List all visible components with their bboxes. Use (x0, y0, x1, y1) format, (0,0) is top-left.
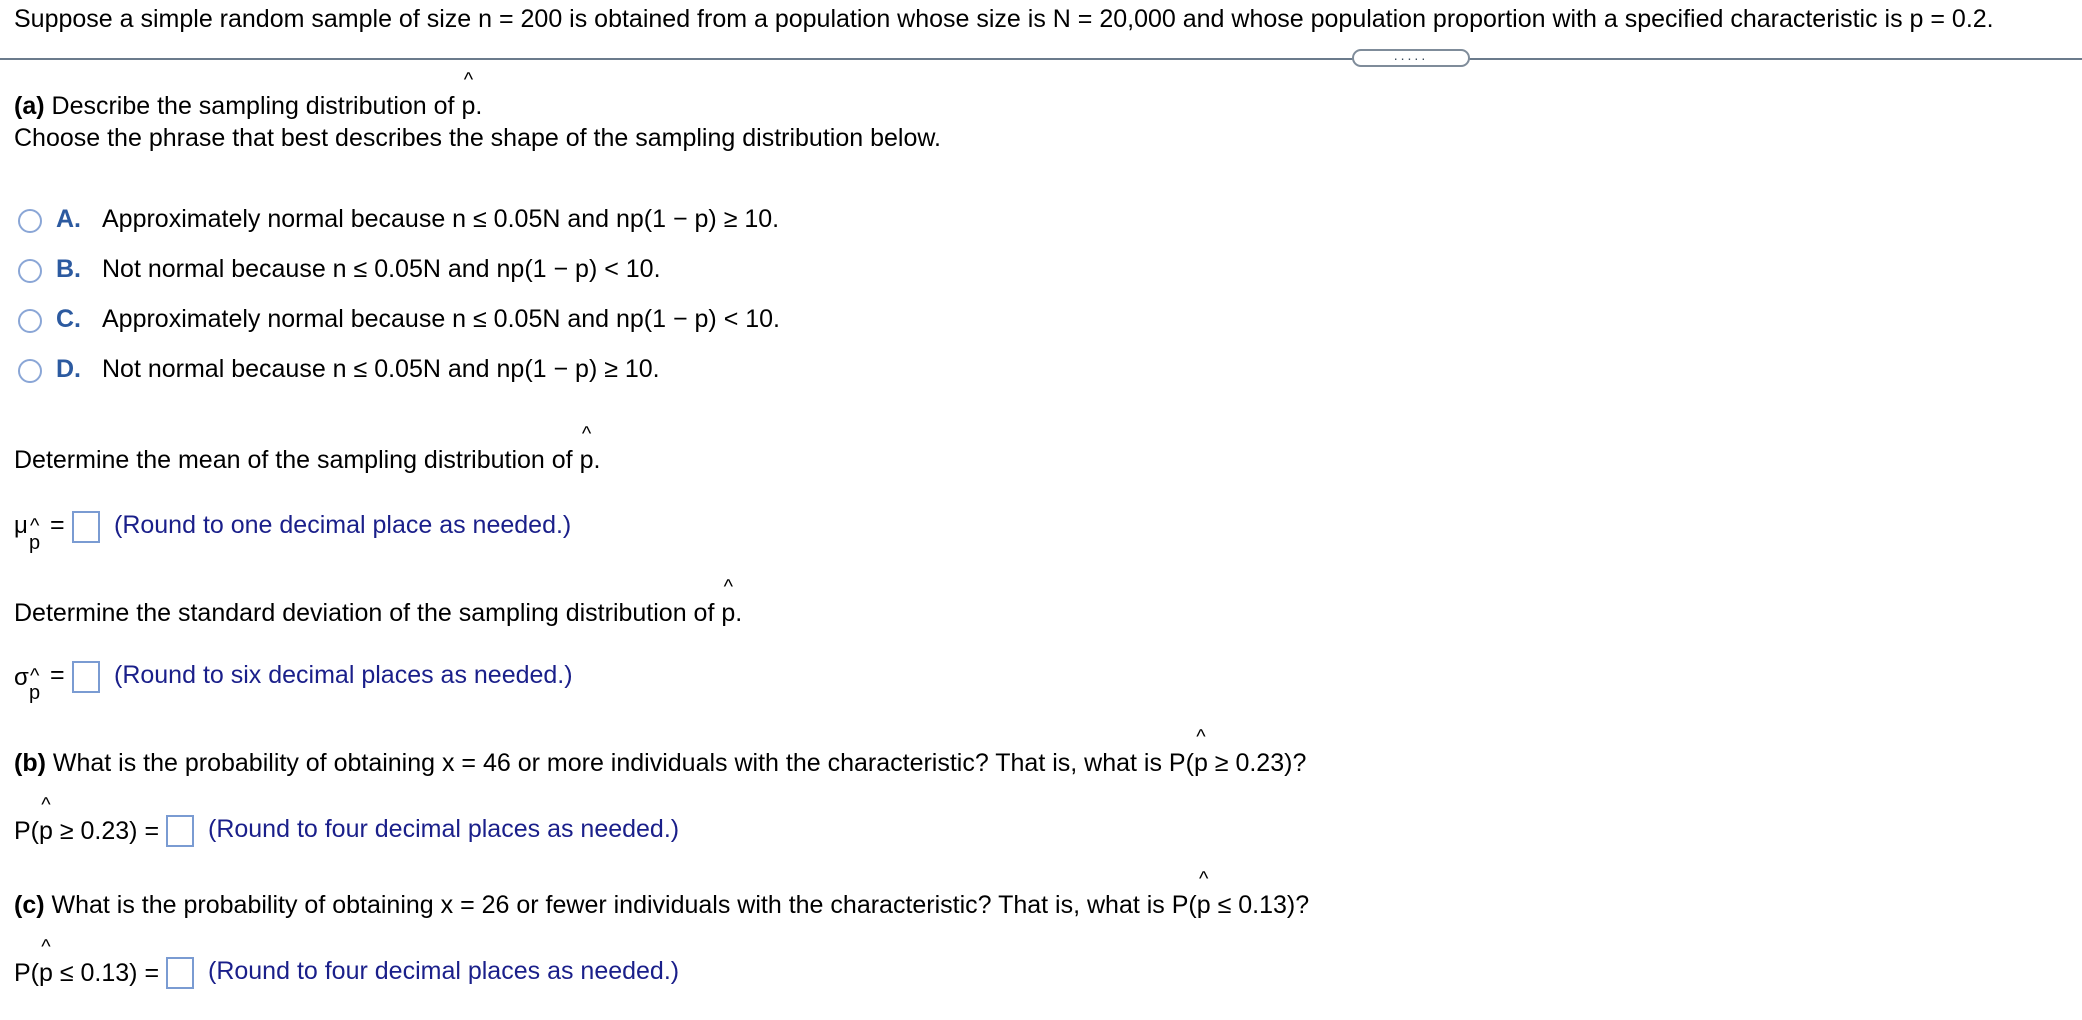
sigma-subscript-hat: ^ (30, 665, 40, 687)
p-hat-symbol: ^ p (580, 444, 594, 476)
part-c-answer-prefix: P( (14, 959, 39, 987)
option-d-letter: D. (56, 355, 81, 383)
divider (0, 58, 2082, 60)
part-c-answer-suffix: ≤ 0.13) = (52, 959, 160, 987)
radio-button-b[interactable] (18, 259, 42, 283)
p-hat-symbol: ^ p (721, 597, 735, 629)
option-b-letter: B. (56, 255, 81, 283)
p-hat-symbol: ^ p (1197, 889, 1211, 921)
sd-prompt-period: . (735, 599, 743, 627)
radio-button-c[interactable] (18, 309, 42, 333)
part-c-question (14, 889, 1309, 921)
sd-hint: (Round to six decimal places as needed.) (114, 661, 573, 689)
part-b-answer-prefix: P( (14, 817, 39, 845)
option-d-text[interactable]: Not normal because n ≤ 0.05N and np(1 − p) ≥ 10. (102, 355, 660, 383)
part-a-instruction: Choose the phrase that best describes the shape of the sampling distribution below. (14, 124, 941, 152)
option-a-text[interactable]: Approximately normal because n ≤ 0.05N and np(1 − p) ≥ 10. (102, 205, 780, 233)
option-b-text[interactable]: Not normal because n ≤ 0.05N and np(1 − p) < 10. (102, 255, 661, 283)
mean-prompt-period: . (593, 446, 601, 474)
mean-equals: = (50, 511, 65, 539)
mean-prompt-text: Determine the mean of the sampling distribution of (14, 446, 573, 474)
sd-equals: = (50, 661, 65, 689)
part-b-answer-input[interactable] (166, 815, 194, 847)
radio-button-a[interactable] (18, 209, 42, 233)
part-c-answer-input[interactable] (166, 957, 194, 989)
mean-hint: (Round to one decimal place as needed.) (114, 511, 572, 539)
sd-answer-input[interactable] (72, 661, 100, 693)
p-hat-symbol: ^ p (461, 90, 475, 122)
part-a-period: . (475, 92, 483, 120)
part-b-answer-suffix: ≥ 0.23) = (52, 817, 160, 845)
part-a-prompt: Describe the sampling distribution of (51, 92, 455, 120)
part-c-question-end: ≤ 0.13)? (1210, 891, 1310, 919)
p-hat-symbol: ^ p (1194, 747, 1208, 779)
mean-prompt (14, 444, 600, 476)
mu-symbol: μ (14, 512, 28, 539)
expand-button[interactable]: ..... (1352, 49, 1470, 67)
sigma-symbol: σ (14, 664, 29, 691)
mu-subscript-hat: ^ (30, 515, 40, 537)
sd-prompt-text: Determine the standard deviation of the sampling distribution of (14, 599, 715, 627)
part-a-heading (14, 90, 482, 122)
part-c-label: (c) (14, 891, 45, 919)
mean-answer-input[interactable] (72, 511, 100, 543)
radio-button-d[interactable] (18, 359, 42, 383)
p-hat-symbol: ^ p (39, 957, 53, 989)
option-c-text[interactable]: Approximately normal because n ≤ 0.05N and np(1 − p) < 10. (102, 305, 781, 333)
part-b-label: (b) (14, 749, 46, 777)
option-c-letter: C. (56, 305, 81, 333)
part-c-question-text: What is the probability of obtaining x = 26 or fewer individuals with the characteristic? That is, what is P( (51, 891, 1197, 919)
part-b-question (14, 747, 1306, 779)
part-b-question-end: ≥ 0.23)? (1207, 749, 1307, 777)
problem-statement: Suppose a simple random sample of size n = 200 is obtained from a population whose size is N = 20,000 and whose population proportion with a specified characteristic is p = 0.2. (14, 5, 1994, 33)
part-b-answer-label (14, 815, 159, 847)
part-b-question-text: What is the probability of obtaining x = 46 or more individuals with the characteristic? That is, what is P( (52, 749, 1194, 777)
part-a-label: (a) (14, 92, 45, 120)
option-a-letter: A. (56, 205, 81, 233)
part-b-hint: (Round to four decimal places as needed.) (208, 815, 680, 843)
part-c-answer-label (14, 957, 159, 989)
mu-subscript-p: p (29, 532, 41, 554)
part-c-hint: (Round to four decimal places as needed.) (208, 957, 680, 985)
p-hat-symbol: ^ p (39, 815, 53, 847)
sd-prompt (14, 597, 742, 629)
sigma-subscript-p: p (29, 682, 41, 704)
